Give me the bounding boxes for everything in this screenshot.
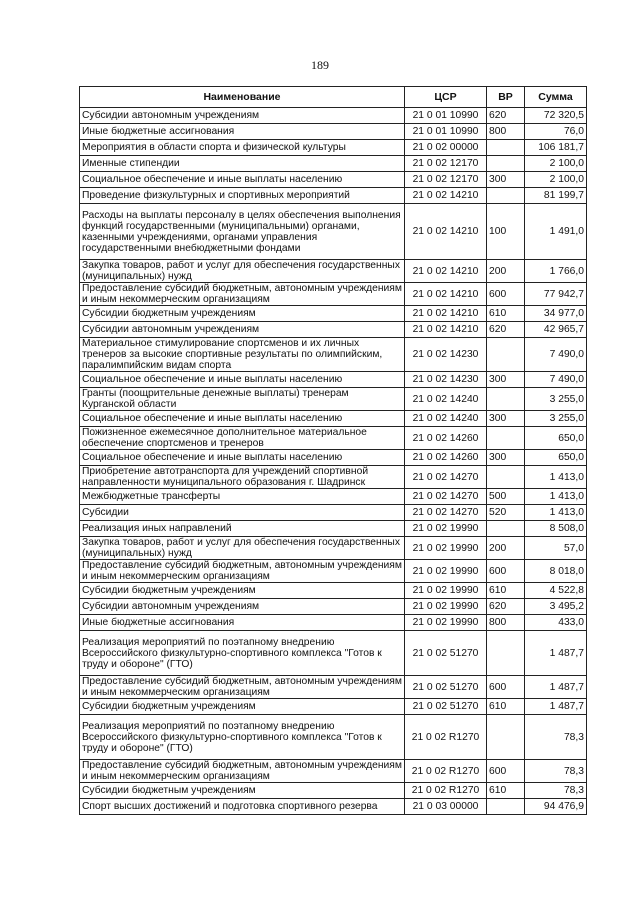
row-sum-cell: 76,0 (525, 124, 587, 140)
row-csr-cell: 21 0 02 19990 (405, 521, 487, 537)
row-sum-cell: 72 320,5 (525, 108, 587, 124)
row-vr-cell: 620 (487, 599, 525, 615)
row-vr-cell (487, 188, 525, 204)
row-name-cell: Предоставление субсидий бюджетным, автономным учреждениям и иным некоммерческим организациям (80, 560, 405, 583)
row-sum-cell: 106 181,7 (525, 140, 587, 156)
row-csr-cell: 21 0 02 14270 (405, 489, 487, 505)
row-vr-cell (487, 521, 525, 537)
column-header-sum: Сумма (525, 87, 587, 108)
row-name-cell: Иные бюджетные ассигнования (80, 615, 405, 631)
row-sum-cell: 1 487,7 (525, 699, 587, 715)
row-vr-cell: 610 (487, 306, 525, 322)
table-row (80, 631, 587, 676)
row-csr-cell: 21 0 02 51270 (405, 631, 487, 676)
table-row (80, 783, 587, 799)
row-name-cell: Предоставление субсидий бюджетным, автономным учреждениям и иным некоммерческим организациям (80, 760, 405, 783)
row-name-cell: Именные стипендии (80, 156, 405, 172)
row-name-cell: Межбюджетные трансферты (80, 489, 405, 505)
row-csr-cell: 21 0 02 19990 (405, 560, 487, 583)
row-sum-cell: 42 965,7 (525, 322, 587, 338)
row-vr-cell (487, 388, 525, 411)
row-name-cell: Гранты (поощрительные денежные выплаты) тренерам Курганской области (80, 388, 405, 411)
row-csr-cell: 21 0 02 14230 (405, 338, 487, 372)
table-row (80, 560, 587, 583)
column-header-csr: ЦСР (405, 87, 487, 108)
row-csr-cell: 21 0 02 00000 (405, 140, 487, 156)
row-name-cell: Пожизненное ежемесячное дополнительное материальное обеспечение спортсменов и тренеров (80, 427, 405, 450)
row-sum-cell: 650,0 (525, 450, 587, 466)
header-row (80, 87, 587, 108)
table-row (80, 427, 587, 450)
row-sum-cell: 7 490,0 (525, 372, 587, 388)
table-row (80, 699, 587, 715)
row-csr-cell: 21 0 02 12170 (405, 172, 487, 188)
column-header-vr: ВР (487, 87, 525, 108)
row-vr-cell: 520 (487, 505, 525, 521)
table-row (80, 583, 587, 599)
row-sum-cell: 57,0 (525, 537, 587, 560)
row-csr-cell: 21 0 02 14240 (405, 388, 487, 411)
row-vr-cell: 800 (487, 124, 525, 140)
table-row (80, 140, 587, 156)
row-name-cell: Реализация мероприятий по поэтапному внедрению Всероссийского физкультурно-спортивного комплекса "Готов к труду и обороне" (ГТО) (80, 631, 405, 676)
row-sum-cell: 34 977,0 (525, 306, 587, 322)
row-name-cell: Социальное обеспечение и иные выплаты населению (80, 372, 405, 388)
row-sum-cell: 77 942,7 (525, 283, 587, 306)
page-number: 189 (311, 58, 329, 72)
row-csr-cell: 21 0 02 14260 (405, 427, 487, 450)
row-sum-cell: 8 508,0 (525, 521, 587, 537)
row-sum-cell: 433,0 (525, 615, 587, 631)
row-name-cell: Реализация иных направлений (80, 521, 405, 537)
row-vr-cell: 200 (487, 260, 525, 283)
row-vr-cell (487, 338, 525, 372)
row-vr-cell: 620 (487, 322, 525, 338)
row-csr-cell: 21 0 02 19990 (405, 537, 487, 560)
row-name-cell: Социальное обеспечение и иные выплаты населению (80, 172, 405, 188)
row-csr-cell: 21 0 02 14270 (405, 505, 487, 521)
table-row (80, 372, 587, 388)
row-sum-cell: 3 255,0 (525, 411, 587, 427)
row-csr-cell: 21 0 02 14210 (405, 204, 487, 260)
row-csr-cell: 21 0 02 R1270 (405, 783, 487, 799)
table-row (80, 599, 587, 615)
row-name-cell: Проведение физкультурных и спортивных мероприятий (80, 188, 405, 204)
row-sum-cell: 1 487,7 (525, 676, 587, 699)
row-sum-cell: 1 413,0 (525, 466, 587, 489)
row-vr-cell (487, 466, 525, 489)
row-csr-cell: 21 0 02 14210 (405, 260, 487, 283)
row-csr-cell: 21 0 01 10990 (405, 108, 487, 124)
row-vr-cell (487, 631, 525, 676)
row-sum-cell: 2 100,0 (525, 156, 587, 172)
row-sum-cell: 1 413,0 (525, 505, 587, 521)
row-vr-cell (487, 799, 525, 815)
table-row (80, 283, 587, 306)
row-vr-cell: 600 (487, 676, 525, 699)
row-name-cell: Социальное обеспечение и иные выплаты населению (80, 411, 405, 427)
table-row (80, 676, 587, 699)
table-row (80, 505, 587, 521)
row-sum-cell: 8 018,0 (525, 560, 587, 583)
table-row (80, 322, 587, 338)
row-name-cell: Мероприятия в области спорта и физической культуры (80, 140, 405, 156)
row-vr-cell (487, 427, 525, 450)
row-csr-cell: 21 0 02 19990 (405, 599, 487, 615)
row-csr-cell: 21 0 02 51270 (405, 676, 487, 699)
table-row (80, 760, 587, 783)
table-row (80, 260, 587, 283)
row-vr-cell: 610 (487, 583, 525, 599)
table-row (80, 411, 587, 427)
row-vr-cell: 500 (487, 489, 525, 505)
row-csr-cell: 21 0 02 14210 (405, 322, 487, 338)
table-row (80, 715, 587, 760)
table-row (80, 537, 587, 560)
row-vr-cell: 600 (487, 760, 525, 783)
row-sum-cell: 78,3 (525, 715, 587, 760)
row-vr-cell: 610 (487, 783, 525, 799)
row-sum-cell: 1 487,7 (525, 631, 587, 676)
row-sum-cell: 4 522,8 (525, 583, 587, 599)
row-sum-cell: 81 199,7 (525, 188, 587, 204)
row-name-cell: Иные бюджетные ассигнования (80, 124, 405, 140)
row-sum-cell: 3 255,0 (525, 388, 587, 411)
row-name-cell: Реализация мероприятий по поэтапному внедрению Всероссийского физкультурно-спортивного комплекса "Готов к труду и обороне" (ГТО) (80, 715, 405, 760)
row-csr-cell: 21 0 02 R1270 (405, 715, 487, 760)
row-name-cell: Закупка товаров, работ и услуг для обеспечения государственных (муниципальных) нужд (80, 537, 405, 560)
table-row (80, 108, 587, 124)
row-csr-cell: 21 0 02 19990 (405, 615, 487, 631)
row-vr-cell: 300 (487, 372, 525, 388)
table-row (80, 172, 587, 188)
row-sum-cell: 1 491,0 (525, 204, 587, 260)
table-row (80, 521, 587, 537)
row-sum-cell: 2 100,0 (525, 172, 587, 188)
row-csr-cell: 21 0 02 14270 (405, 466, 487, 489)
row-name-cell: Материальное стимулирование спортсменов и их личных тренеров за высокие спортивные результаты по олимпийским, паралимпийским видам спорта (80, 338, 405, 372)
table-row (80, 188, 587, 204)
table-row (80, 204, 587, 260)
table-row (80, 450, 587, 466)
row-vr-cell (487, 140, 525, 156)
row-sum-cell: 3 495,2 (525, 599, 587, 615)
row-sum-cell: 1 766,0 (525, 260, 587, 283)
row-vr-cell: 300 (487, 450, 525, 466)
column-header-name: Наименование (80, 87, 405, 108)
row-vr-cell: 600 (487, 560, 525, 583)
row-sum-cell: 78,3 (525, 783, 587, 799)
row-vr-cell: 100 (487, 204, 525, 260)
row-vr-cell: 620 (487, 108, 525, 124)
row-csr-cell: 21 0 02 14210 (405, 283, 487, 306)
budget-table (79, 86, 587, 815)
row-vr-cell: 800 (487, 615, 525, 631)
row-sum-cell: 650,0 (525, 427, 587, 450)
row-csr-cell: 21 0 01 10990 (405, 124, 487, 140)
row-name-cell: Закупка товаров, работ и услуг для обеспечения государственных (муниципальных) нужд (80, 260, 405, 283)
row-vr-cell: 300 (487, 411, 525, 427)
row-csr-cell: 21 0 02 14210 (405, 306, 487, 322)
row-sum-cell: 7 490,0 (525, 338, 587, 372)
row-vr-cell (487, 156, 525, 172)
row-name-cell: Субсидии бюджетным учреждениям (80, 783, 405, 799)
row-name-cell: Субсидии автономным учреждениям (80, 322, 405, 338)
row-vr-cell: 200 (487, 537, 525, 560)
row-name-cell: Субсидии бюджетным учреждениям (80, 583, 405, 599)
row-csr-cell: 21 0 02 14240 (405, 411, 487, 427)
table-row (80, 466, 587, 489)
row-name-cell: Расходы на выплаты персоналу в целях обеспечения выполнения функций государственными (муниципальными) органами, казенными учреждениями, органами управления государственными внебюджетными фондами (80, 204, 405, 260)
row-csr-cell: 21 0 02 14210 (405, 188, 487, 204)
table-row (80, 156, 587, 172)
row-name-cell: Предоставление субсидий бюджетным, автономным учреждениям и иным некоммерческим организациям (80, 676, 405, 699)
row-name-cell: Субсидии автономным учреждениям (80, 599, 405, 615)
table-row (80, 489, 587, 505)
table-row (80, 338, 587, 372)
row-csr-cell: 21 0 02 14260 (405, 450, 487, 466)
row-csr-cell: 21 0 02 14230 (405, 372, 487, 388)
row-vr-cell: 610 (487, 699, 525, 715)
table-row (80, 124, 587, 140)
row-csr-cell: 21 0 02 R1270 (405, 760, 487, 783)
row-name-cell: Субсидии (80, 505, 405, 521)
row-csr-cell: 21 0 02 19990 (405, 583, 487, 599)
table-row (80, 388, 587, 411)
row-sum-cell: 1 413,0 (525, 489, 587, 505)
table-row (80, 306, 587, 322)
row-sum-cell: 94 476,9 (525, 799, 587, 815)
row-vr-cell (487, 715, 525, 760)
row-name-cell: Субсидии бюджетным учреждениям (80, 306, 405, 322)
row-name-cell: Субсидии автономным учреждениям (80, 108, 405, 124)
row-csr-cell: 21 0 02 12170 (405, 156, 487, 172)
row-name-cell: Субсидии бюджетным учреждениям (80, 699, 405, 715)
table-row (80, 799, 587, 815)
row-csr-cell: 21 0 03 00000 (405, 799, 487, 815)
row-name-cell: Социальное обеспечение и иные выплаты населению (80, 450, 405, 466)
row-name-cell: Предоставление субсидий бюджетным, автономным учреждениям и иным некоммерческим организациям (80, 283, 405, 306)
row-sum-cell: 78,3 (525, 760, 587, 783)
table-row (80, 615, 587, 631)
row-name-cell: Приобретение автотранспорта для учреждений спортивной направленности муниципального образования г. Шадринск (80, 466, 405, 489)
row-vr-cell: 600 (487, 283, 525, 306)
row-csr-cell: 21 0 02 51270 (405, 699, 487, 715)
row-vr-cell: 300 (487, 172, 525, 188)
row-name-cell: Спорт высших достижений и подготовка спортивного резерва (80, 799, 405, 815)
